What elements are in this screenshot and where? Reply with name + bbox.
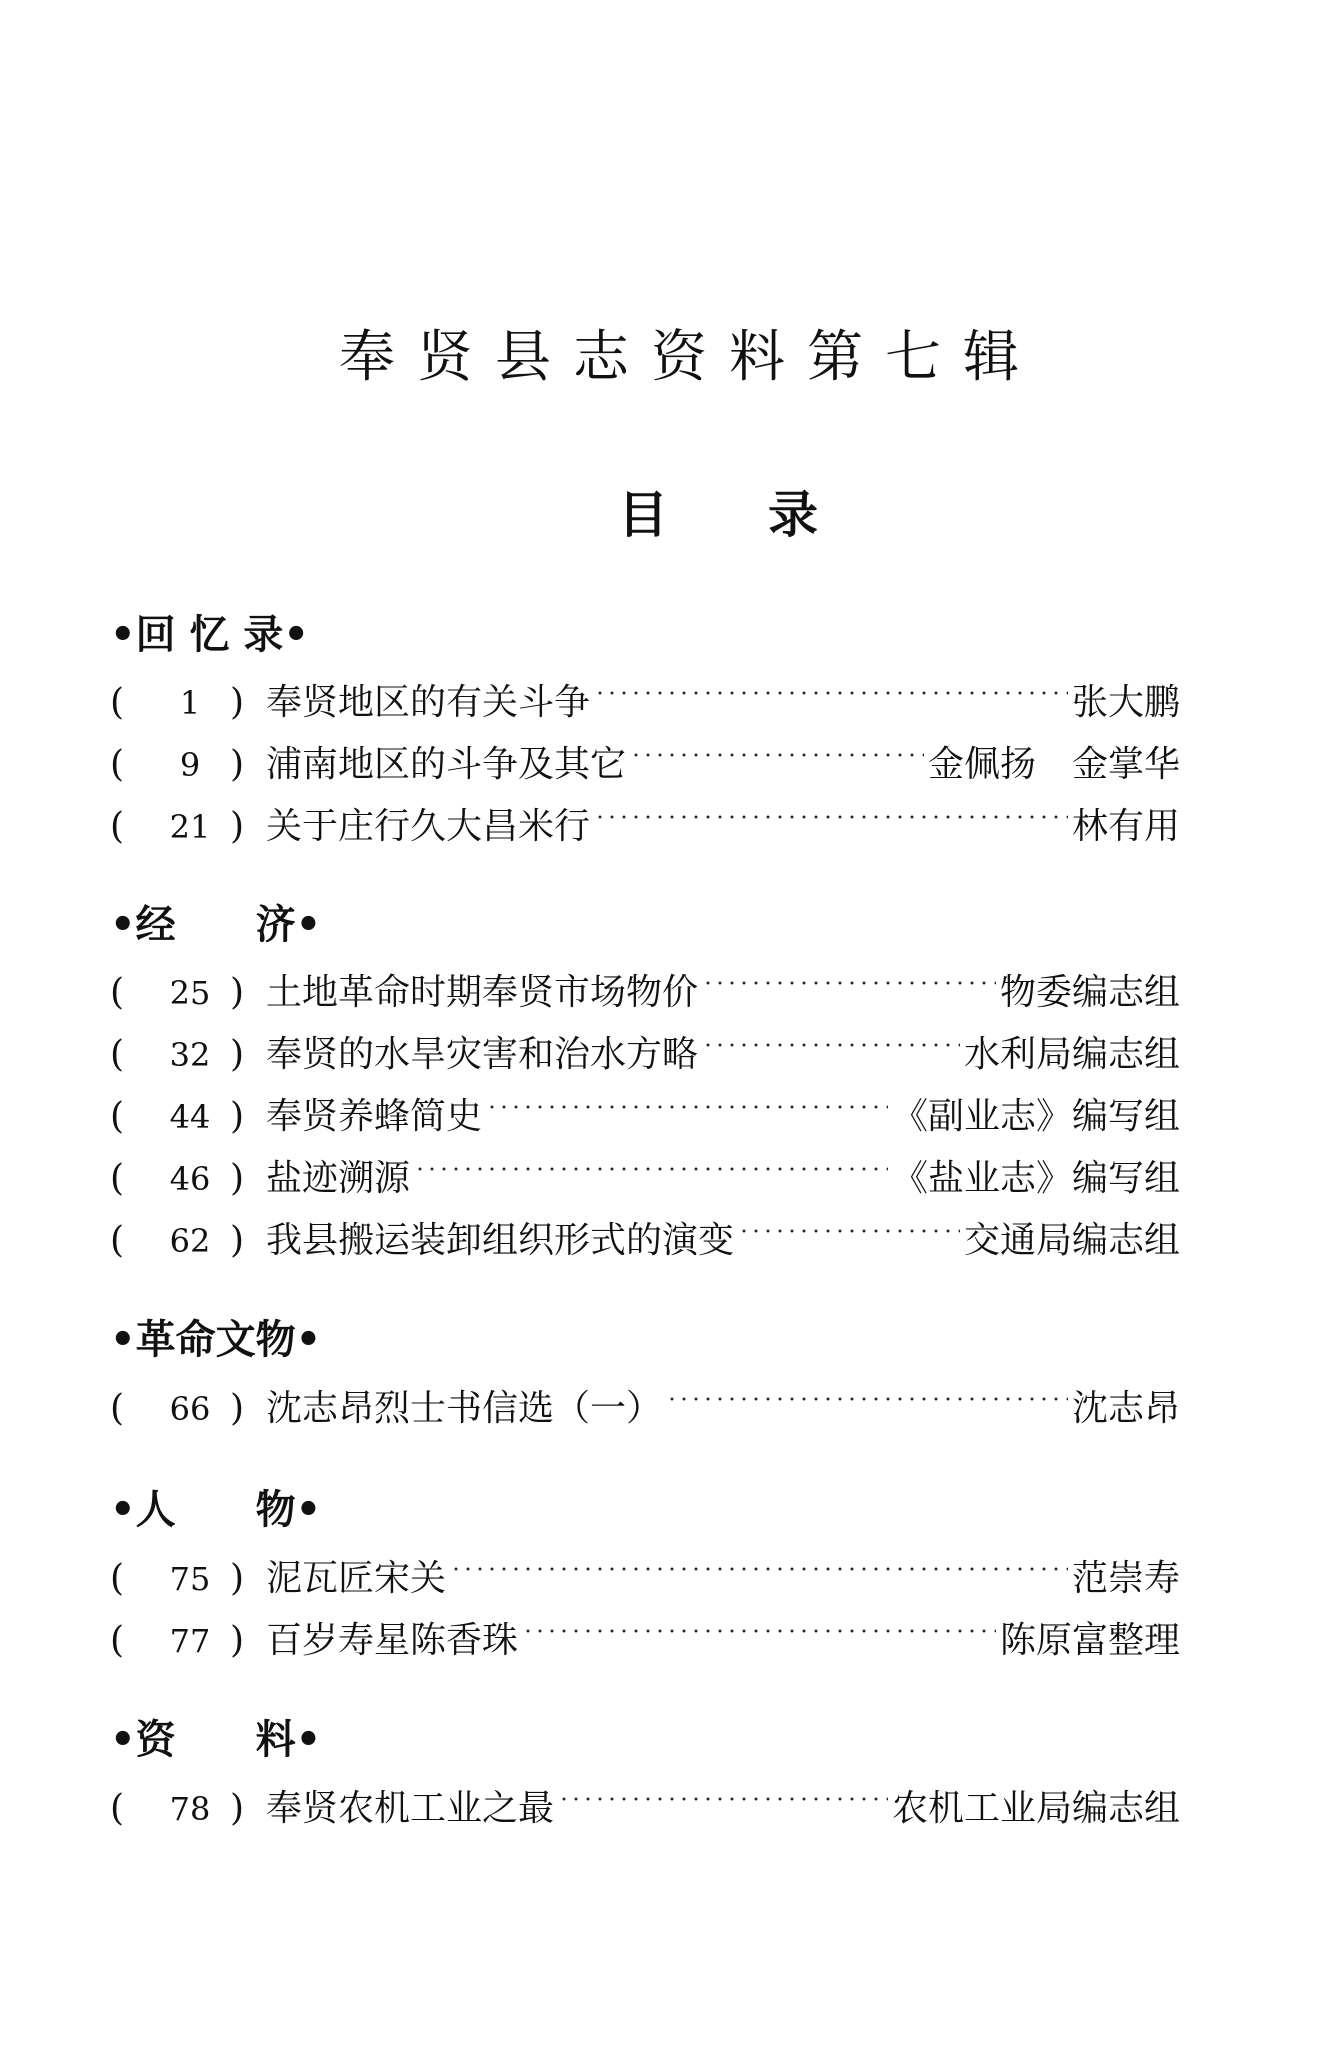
entry-title: 奉贤农机工业之最 xyxy=(266,1788,555,1829)
paren-open: ( xyxy=(110,806,125,847)
paren-close: ) xyxy=(230,1788,245,1829)
paren-open: ( xyxy=(110,1034,125,1075)
dot-leader xyxy=(630,753,924,757)
entry-title: 浦南地区的斗争及其它 xyxy=(266,744,627,785)
toc-entry[interactable] xyxy=(110,1154,1180,1204)
paren-close: ) xyxy=(230,1388,245,1429)
entry-author: 范崇寿 xyxy=(1071,1558,1180,1599)
paren-open: ( xyxy=(110,682,125,723)
paren-open: ( xyxy=(110,1096,125,1137)
entry-author: 农机工业局编志组 xyxy=(891,1788,1180,1829)
dot-leader xyxy=(666,1397,1068,1401)
toc-entry[interactable] xyxy=(110,1784,1180,1834)
page-number: 44 xyxy=(169,1098,211,1136)
entry-title: 盐迹溯源 xyxy=(266,1158,411,1199)
page-number: 32 xyxy=(169,1036,211,1074)
page-number: 62 xyxy=(169,1222,211,1260)
page-number: 66 xyxy=(169,1390,211,1428)
toc-entry[interactable] xyxy=(110,802,1180,852)
page-number: 77 xyxy=(169,1622,211,1660)
dot-leader xyxy=(558,1797,888,1801)
dot-leader xyxy=(738,1229,960,1233)
dot-leader xyxy=(702,1043,960,1047)
entry-title: 奉贤养蜂简史 xyxy=(266,1096,483,1137)
paren-open: ( xyxy=(110,1158,125,1199)
dot-leader xyxy=(486,1105,888,1109)
entry-author: 水利局编志组 xyxy=(963,1034,1180,1075)
section-header-people: •人 物• xyxy=(110,1487,322,1533)
dot-leader xyxy=(450,1567,1068,1571)
page-number: 46 xyxy=(169,1160,211,1198)
dot-leader xyxy=(702,981,996,985)
dot-leader xyxy=(594,815,1068,819)
contents-heading: 目录 xyxy=(618,486,918,544)
section-header-memoirs: •回 忆 录• xyxy=(110,612,309,658)
page-number: 75 xyxy=(169,1560,211,1598)
paren-close: ) xyxy=(230,806,245,847)
section-header-revolutionary-relics: •革命文物• xyxy=(110,1317,322,1363)
paren-open: ( xyxy=(110,1388,125,1429)
document-title: 奉贤县志资料第七辑 xyxy=(339,325,1041,390)
entry-title: 奉贤地区的有关斗争 xyxy=(266,682,591,723)
dot-leader xyxy=(414,1167,888,1171)
entry-title: 奉贤的水旱灾害和治水方略 xyxy=(266,1034,699,1075)
paren-open: ( xyxy=(110,1558,125,1599)
paren-close: ) xyxy=(230,1096,245,1137)
paren-close: ) xyxy=(230,1220,245,1261)
page-number: 25 xyxy=(169,974,211,1012)
entry-title: 沈志昂烈士书信选（一） xyxy=(266,1388,663,1429)
paren-open: ( xyxy=(110,1620,125,1661)
paren-open: ( xyxy=(110,1220,125,1261)
page-number: 78 xyxy=(169,1790,211,1828)
page-number: 9 xyxy=(179,746,201,784)
dot-leader xyxy=(594,691,1068,695)
toc-entry[interactable] xyxy=(110,968,1180,1018)
paren-close: ) xyxy=(230,1558,245,1599)
entry-author: 金佩扬 金掌华 xyxy=(927,744,1180,785)
paren-close: ) xyxy=(230,972,245,1013)
entry-author: 林有用 xyxy=(1071,806,1180,847)
toc-entry[interactable] xyxy=(110,740,1180,790)
page-number: 21 xyxy=(169,808,211,846)
toc-entry[interactable] xyxy=(110,1554,1180,1604)
entry-author: 《副业志》编写组 xyxy=(891,1096,1180,1137)
toc-entry[interactable] xyxy=(110,1030,1180,1080)
entry-author: 交通局编志组 xyxy=(963,1220,1180,1261)
paren-open: ( xyxy=(110,744,125,785)
page-number: 1 xyxy=(179,684,201,722)
toc-entry[interactable] xyxy=(110,1616,1180,1666)
dot-leader xyxy=(522,1629,996,1633)
entry-title: 泥瓦匠宋关 xyxy=(266,1558,447,1599)
section-header-economy: •经 济• xyxy=(110,902,322,948)
section-header-materials: •资 料• xyxy=(110,1717,322,1763)
toc-entry[interactable] xyxy=(110,1384,1180,1434)
entry-author: 沈志昂 xyxy=(1071,1388,1180,1429)
paren-open: ( xyxy=(110,1788,125,1829)
toc-entry[interactable] xyxy=(110,1092,1180,1142)
entry-author: 物委编志组 xyxy=(999,972,1180,1013)
toc-entry[interactable] xyxy=(110,678,1180,728)
paren-close: ) xyxy=(230,1158,245,1199)
paren-close: ) xyxy=(230,682,245,723)
paren-open: ( xyxy=(110,972,125,1013)
entry-title: 关于庄行久大昌米行 xyxy=(266,806,591,847)
toc-entry[interactable] xyxy=(110,1216,1180,1266)
entry-title: 土地革命时期奉贤市场物价 xyxy=(266,972,699,1013)
entry-author: 张大鹏 xyxy=(1071,682,1180,723)
entry-title: 百岁寿星陈香珠 xyxy=(266,1620,519,1661)
entry-title: 我县搬运装卸组织形式的演变 xyxy=(266,1220,735,1261)
entry-author: 《盐业志》编写组 xyxy=(891,1158,1180,1199)
paren-close: ) xyxy=(230,1034,245,1075)
paren-close: ) xyxy=(230,1620,245,1661)
entry-author: 陈原富整理 xyxy=(999,1620,1180,1661)
paren-close: ) xyxy=(230,744,245,785)
